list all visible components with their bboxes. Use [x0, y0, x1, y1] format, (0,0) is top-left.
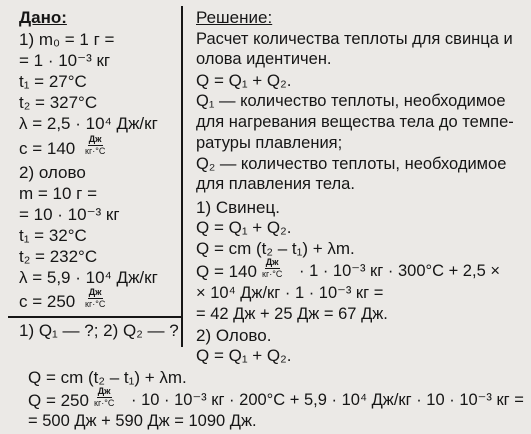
- q1-description-1: Q₁ — количество теплоты, необходимое: [196, 92, 506, 110]
- given-p1-label: 1) m₀ = 1 г =: [19, 30, 115, 49]
- unit-denominator: кг·°C: [94, 398, 115, 408]
- given-find: 1) Q₁ — ?; 2) Q₂ — ?: [19, 321, 179, 340]
- given-p2-mass-si: = 10 · 10⁻³ кг: [19, 205, 120, 224]
- given-p1-c: c = 140: [19, 139, 76, 158]
- solution-formula-total: Q = Q₁ + Q₂.: [196, 71, 292, 90]
- unit-numerator: Дж: [265, 257, 279, 267]
- q1-description-2: для нагревания вещества тела до темпе-: [196, 113, 514, 131]
- lead-calc-unit: [262, 258, 282, 279]
- lead-calc-line2: × 10⁴ Дж/кг · 1 · 10⁻³ кг =: [196, 284, 384, 302]
- given-p2-t1: t₁ = 32°C: [19, 226, 87, 245]
- tin-calc-prefix: Q = 250: [28, 391, 89, 410]
- given-p1-lambda: λ = 2,5 · 10⁴ Дж/кг: [19, 114, 158, 133]
- solution-intro-1: Расчет количества теплоты для свинца и: [196, 30, 513, 48]
- unit-denominator: кг·°C: [85, 299, 106, 309]
- lead-formula: Q = cm (t₂ – t₁) + λm.: [196, 239, 355, 258]
- given-heading: Дано:: [19, 8, 67, 27]
- lead-total: Q = Q₁ + Q₂.: [196, 218, 292, 237]
- given-p2-c: c = 250: [19, 292, 76, 311]
- tin-total: Q = Q₁ + Q₂.: [196, 346, 292, 365]
- tin-result: = 500 Дж + 590 Дж = 1090 Дж.: [28, 412, 257, 430]
- unit-numerator: Дж: [88, 287, 102, 297]
- given-p1-c-unit: [85, 135, 105, 156]
- given-p2-c-unit: [85, 288, 105, 309]
- tin-formula: Q = cm (t₂ – t₁) + λm.: [28, 368, 187, 387]
- given-p1-mass-si: = 1 · 10⁻³ кг: [19, 51, 111, 70]
- unit-numerator: Дж: [88, 134, 102, 144]
- q2-description-2: для плавления тела.: [196, 175, 355, 193]
- unit-numerator: Дж: [97, 386, 111, 396]
- lead-label: 1) Свинец.: [196, 198, 280, 217]
- q2-description-1: Q₂ — количество теплоты, необходимое: [196, 155, 507, 173]
- lead-calc-rest: · 1 · 10⁻³ кг · 300°C + 2,5 ×: [299, 262, 500, 280]
- given-divider: [8, 316, 182, 318]
- given-p1-t2: t₂ = 327°C: [19, 93, 98, 112]
- q1-description-3: ратуры плавления;: [196, 134, 343, 152]
- column-divider: [181, 6, 183, 347]
- tin-label: 2) Олово.: [196, 326, 272, 345]
- given-p2-lambda: λ = 5,9 · 10⁴ Дж/кг: [19, 268, 158, 287]
- given-p2-m: m = 10 г =: [19, 184, 98, 203]
- unit-denominator: кг·°C: [262, 269, 283, 279]
- lead-result: = 42 Дж + 25 Дж = 67 Дж.: [196, 305, 388, 323]
- tin-calc-rest: · 10 · 10⁻³ кг · 200°C + 5,9 · 10⁴ Дж/кг · 10 · 10⁻³ кг =: [131, 391, 524, 409]
- unit-denominator: кг·°C: [85, 146, 106, 156]
- solution-heading: Решение:: [196, 8, 273, 27]
- given-p2-label: 2) олово: [19, 163, 86, 182]
- solution-intro-2: олова идентичен.: [196, 50, 332, 68]
- lead-calc-prefix: Q = 140: [196, 262, 257, 281]
- tin-calc-unit: [94, 387, 114, 408]
- given-p2-t2: t₂ = 232°C: [19, 247, 98, 266]
- given-p1-t1: t₁ = 27°C: [19, 72, 87, 91]
